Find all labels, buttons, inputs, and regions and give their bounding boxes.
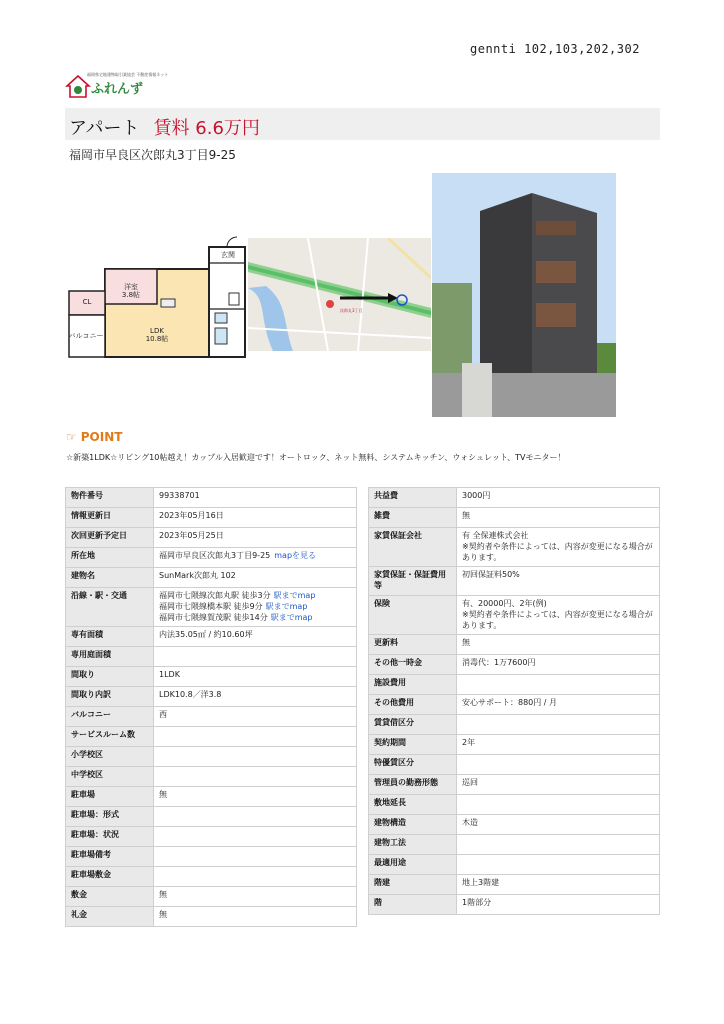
row-value <box>457 895 660 915</box>
table-row <box>369 567 660 596</box>
table-row <box>66 667 357 687</box>
thumb-pointer-icon: ☞ <box>66 430 77 444</box>
table-row <box>369 855 660 875</box>
row-label: 沿線・駅・交通 <box>66 588 154 627</box>
row-label: 建物構造 <box>369 815 457 835</box>
row-label: 階建 <box>369 875 457 895</box>
row-label: 駐車場：形式 <box>66 807 154 827</box>
row-label: 雑費 <box>369 508 457 528</box>
row-value <box>457 775 660 795</box>
row-value <box>457 675 660 695</box>
row-label: 保険 <box>369 595 457 634</box>
row-value <box>154 847 357 867</box>
row-value-text: 安心サポート：880円 / 月 <box>462 698 558 708</box>
row-value-text: 初回保証料50% <box>462 570 520 580</box>
row-label: 間取り <box>66 667 154 687</box>
title-band <box>65 108 660 140</box>
table-row <box>369 795 660 815</box>
row-label: 情報更新日 <box>66 508 154 528</box>
table-row <box>66 647 357 667</box>
row-value-text: 福岡市早良区次郎丸3丁目9-25 <box>159 551 271 560</box>
floor-plan-balcony-label: バルコニー <box>68 332 104 340</box>
transport-line <box>159 613 351 624</box>
row-label: 敷地延長 <box>369 795 457 815</box>
station-map-link[interactable]: 駅までmap <box>270 612 313 622</box>
row-value-text: 巡回 <box>462 778 478 788</box>
table-row <box>66 548 357 568</box>
row-label: その他一時金 <box>369 655 457 675</box>
row-value <box>457 488 660 508</box>
location-map[interactable] <box>248 238 431 351</box>
row-label: 賃貸借区分 <box>369 715 457 735</box>
table-row <box>66 867 357 887</box>
row-value-text: 無 <box>159 910 167 920</box>
row-value <box>457 855 660 875</box>
transport-line <box>159 591 351 602</box>
table-row <box>369 528 660 567</box>
point-description: ☆新築1LDK☆リビング10帖越え！カップル入居歓迎です！オートロック、ネット無料、システムキッチン、ウォシュレット、TVモニター！ <box>66 453 566 462</box>
row-value-text: SunMark次郎丸 102 <box>159 571 236 580</box>
row-value <box>154 827 357 847</box>
row-value-text: 2年 <box>462 738 476 748</box>
table-row <box>66 568 357 588</box>
row-value <box>154 548 357 568</box>
table-row <box>369 875 660 895</box>
row-value <box>154 707 357 727</box>
row-value <box>457 835 660 855</box>
row-label: 所在地 <box>66 548 154 568</box>
rent-price: 賃料 6.6万円 <box>153 118 260 139</box>
row-value-text: 3000円 <box>462 491 491 500</box>
property-room-codes: gennti 102,103,202,302 <box>470 42 640 56</box>
row-value-text: 2023年05月16日 <box>159 511 224 520</box>
table-row <box>369 775 660 795</box>
row-label: 管理員の勤務形態 <box>369 775 457 795</box>
table-row <box>369 895 660 915</box>
floor-plan <box>67 233 247 363</box>
floor-plan-entrance-label: 玄関 <box>221 251 235 259</box>
row-label: バルコニー <box>66 707 154 727</box>
row-value <box>457 875 660 895</box>
page-title <box>69 114 260 140</box>
table-row <box>369 755 660 775</box>
row-value <box>154 528 357 548</box>
table-row <box>66 707 357 727</box>
floor-plan-ldk-label: LDK 10.8帖 <box>145 327 169 344</box>
row-value <box>154 727 357 747</box>
table-row <box>66 727 357 747</box>
row-value-text: 西 <box>159 710 167 720</box>
row-value <box>154 568 357 588</box>
row-value <box>154 887 357 907</box>
row-label: 中学校区 <box>66 767 154 787</box>
row-label: 最適用途 <box>369 855 457 875</box>
row-label: 契約期間 <box>369 735 457 755</box>
row-value <box>154 807 357 827</box>
row-label: その他費用 <box>369 695 457 715</box>
row-value <box>154 588 357 627</box>
row-value <box>154 627 357 647</box>
table-row <box>369 815 660 835</box>
row-value <box>457 815 660 835</box>
row-value <box>457 795 660 815</box>
table-row <box>66 588 357 627</box>
table-row <box>369 735 660 755</box>
row-value-text: 無 <box>159 790 167 800</box>
row-label: 共益費 <box>369 488 457 508</box>
row-value <box>154 687 357 707</box>
floor-plan-closet-label: CL <box>82 298 92 306</box>
row-value-text: 2023年05月25日 <box>159 531 224 540</box>
row-label: 駐車場敷金 <box>66 867 154 887</box>
row-label: サービスルーム数 <box>66 727 154 747</box>
station-map-link[interactable]: 駅までmap <box>273 591 316 600</box>
row-value <box>457 567 660 596</box>
table-row <box>369 695 660 715</box>
row-label: 駐車場：状況 <box>66 827 154 847</box>
table-row <box>369 488 660 508</box>
row-value <box>154 787 357 807</box>
row-label: 専有面積 <box>66 627 154 647</box>
row-label: 駐車場備考 <box>66 847 154 867</box>
row-value-text: 1LDK <box>159 670 180 680</box>
table-row <box>66 528 357 548</box>
row-value <box>457 655 660 675</box>
site-logo[interactable] <box>65 72 169 102</box>
row-value <box>154 667 357 687</box>
table-row <box>369 635 660 655</box>
row-value-text: 地上3階建 <box>462 878 500 888</box>
row-label: 礼金 <box>66 907 154 927</box>
row-value-text: 無 <box>159 890 167 900</box>
table-row <box>66 827 357 847</box>
row-label: 小学校区 <box>66 747 154 767</box>
row-value-text: 消毒代：1万7600円 <box>462 658 536 668</box>
row-value-text: 木造 <box>462 818 478 828</box>
row-value <box>457 695 660 715</box>
property-address: 福岡市早良区次郎丸3丁目9-25 <box>69 148 236 162</box>
map-label: 次郎丸3丁目 <box>340 308 363 313</box>
station-map-link[interactable]: 駅までmap <box>265 601 308 611</box>
row-label: 階 <box>369 895 457 915</box>
table-row <box>66 847 357 867</box>
row-label: 施設費用 <box>369 675 457 695</box>
table-row <box>66 787 357 807</box>
transport-text: 福岡市七隈線橋本駅 徒歩9分 <box>159 601 263 611</box>
row-value <box>154 767 357 787</box>
table-row <box>66 807 357 827</box>
row-value <box>154 647 357 667</box>
row-value-text: LDK10.8／洋3.8 <box>159 690 222 700</box>
row-value <box>154 867 357 887</box>
row-label: 家賃保証会社 <box>369 528 457 567</box>
row-label: 駐車場 <box>66 787 154 807</box>
transport-text: 福岡市七隈線賀茂駅 徒歩14分 <box>159 612 268 622</box>
row-value <box>457 635 660 655</box>
row-label: 専用庭面積 <box>66 647 154 667</box>
logo-name: ふれんず <box>91 82 144 97</box>
row-value <box>154 508 357 528</box>
row-value <box>457 735 660 755</box>
row-value-text: 有、20000円、2年(例) ※契約者や条件によっては、内容が変更になる場合があります。 <box>462 598 653 630</box>
row-label: 物件番号 <box>66 488 154 508</box>
row-value-text: 1階部分 <box>462 898 492 908</box>
row-label: 次回更新予定日 <box>66 528 154 548</box>
table-row <box>369 595 660 634</box>
row-label: 更新料 <box>369 635 457 655</box>
row-label: 特優賃区分 <box>369 755 457 775</box>
table-row <box>369 715 660 735</box>
row-label: 間取り内訳 <box>66 687 154 707</box>
table-row <box>66 488 357 508</box>
row-value-text: 無 <box>462 638 470 648</box>
row-value-text: 内法35.05㎡ / 約10.60坪 <box>159 630 253 640</box>
table-row <box>369 675 660 695</box>
property-info-table-right <box>368 487 660 915</box>
table-row <box>66 907 357 927</box>
row-value-text: 99338701 <box>159 491 200 500</box>
transport-text: 福岡市七隈線次郎丸駅 徒歩3分 <box>159 591 271 600</box>
table-row <box>66 887 357 907</box>
point-heading <box>66 430 122 444</box>
address-map-link[interactable]: mapを見る <box>274 551 317 560</box>
table-row <box>66 687 357 707</box>
row-label: 建物工法 <box>369 835 457 855</box>
point-heading-text: POINT <box>80 430 123 444</box>
property-type: アパート <box>69 118 140 139</box>
transport-line <box>159 602 351 613</box>
row-value-text: 有 全保連株式会社 ※契約者や条件によっては、内容が変更になる場合があります。 <box>462 531 653 562</box>
property-info-table-left <box>65 487 357 927</box>
table-row <box>369 508 660 528</box>
row-value <box>457 755 660 775</box>
table-row <box>66 747 357 767</box>
logo-subtitle: 福岡県宅地建物取引業協会 不動産情報ネット <box>87 72 169 77</box>
row-value-text: 無 <box>462 511 470 520</box>
row-value <box>457 715 660 735</box>
row-label: 家賃保証・保証費用等 <box>369 567 457 596</box>
row-value <box>457 595 660 634</box>
row-label: 建物名 <box>66 568 154 588</box>
row-value <box>154 747 357 767</box>
building-photo <box>432 173 616 417</box>
row-value <box>154 488 357 508</box>
row-value <box>457 508 660 528</box>
table-row <box>66 767 357 787</box>
row-label: 敷金 <box>66 887 154 907</box>
row-value <box>154 907 357 927</box>
floor-plan-bedroom-label: 洋室 3.8帖 <box>121 283 141 300</box>
table-row <box>66 627 357 647</box>
table-row <box>369 655 660 675</box>
table-row <box>66 508 357 528</box>
table-row <box>369 835 660 855</box>
row-value <box>457 528 660 567</box>
